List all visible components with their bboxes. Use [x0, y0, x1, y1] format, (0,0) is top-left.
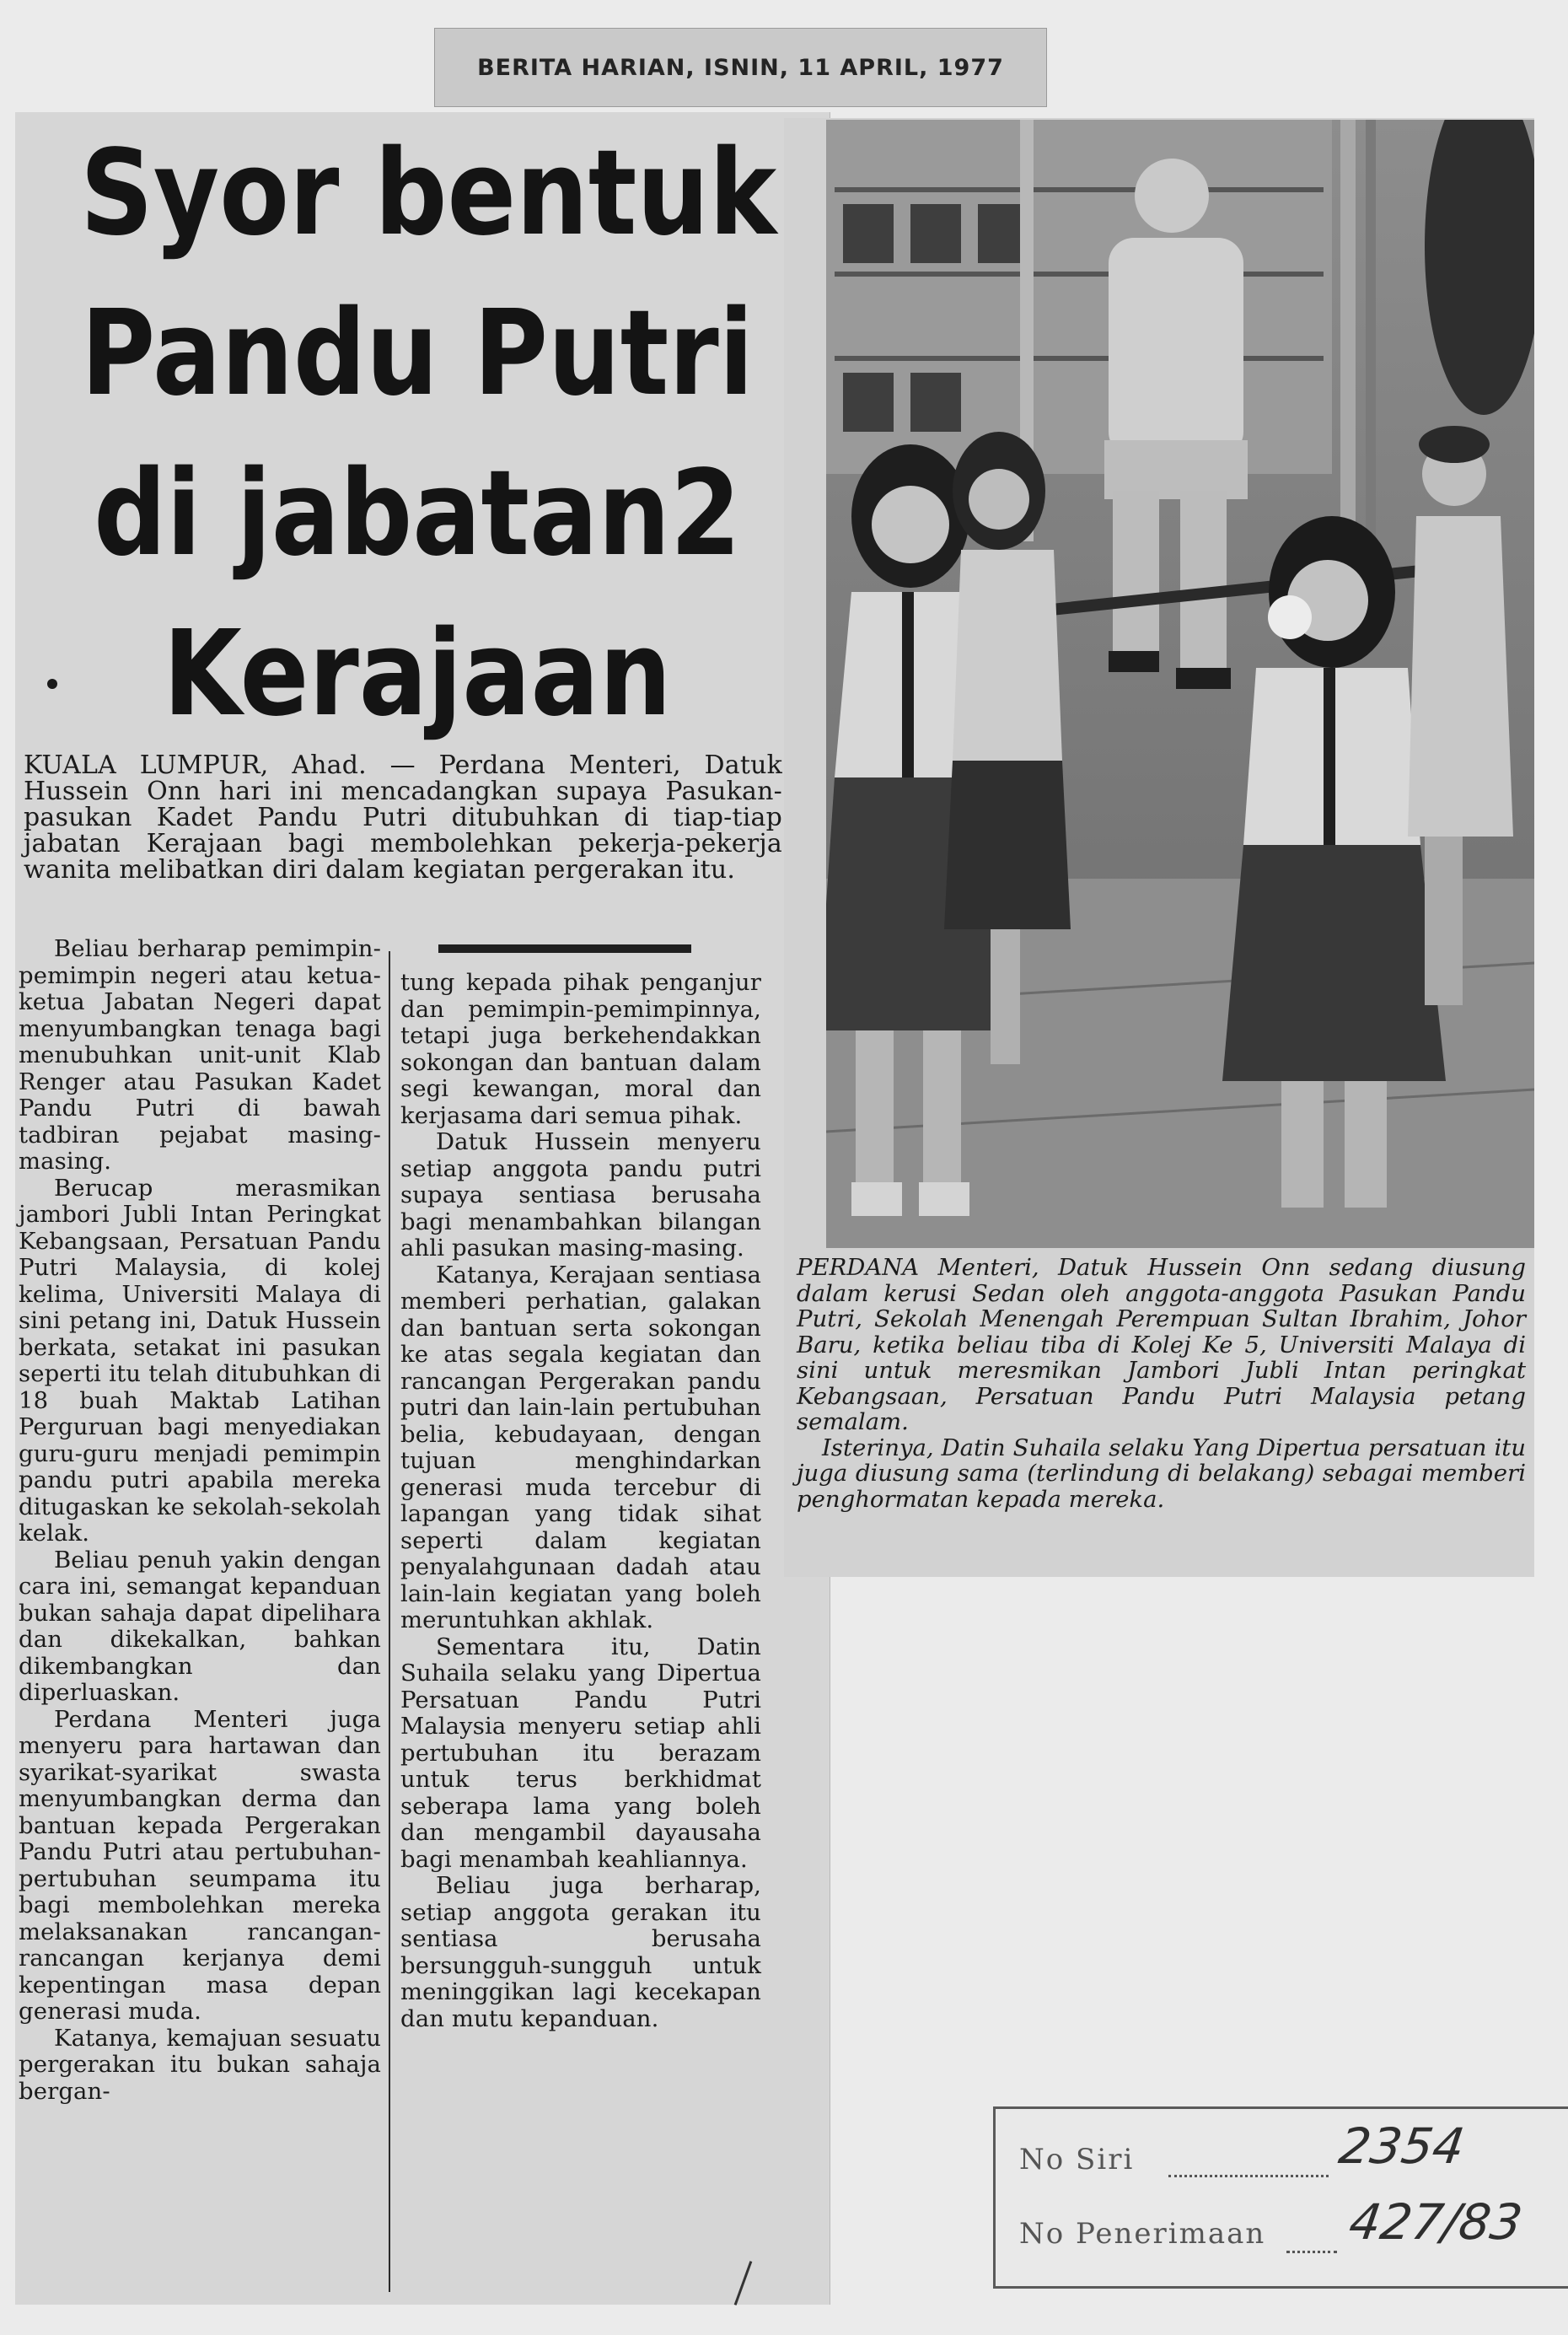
stamp-penerimaan-label: No Penerimaan — [1019, 2217, 1266, 2251]
headline-line-1: Syor bentuk — [80, 125, 777, 262]
column-1-paragraph: Beliau berharap pemimpin-pemimpin negeri atau ketua-ketua Jabatan Negeri dapat menyumbangkan tenaga bagi menubuhkan unit-unit Klab Renger atau Pasukan Kadet Pandu Putri di bawah tadbiran pejabat masing-masing. — [19, 935, 381, 1175]
stamp-siri-value: 2354 — [1335, 2117, 1469, 2175]
archive-stamp — [993, 2106, 1568, 2289]
headline-line-3: di jabatan2 — [94, 445, 741, 583]
photo-caption — [797, 1255, 1526, 1512]
photo-illustration — [826, 120, 1534, 1248]
article-column-1 — [19, 936, 381, 2105]
column-2-paragraph: Datuk Hussein menyeru setiap anggota pandu putri supaya sentiasa berusaha bagi menambahkan bilangan ahli pasukan masing-masing. — [400, 1128, 761, 1262]
headline — [80, 114, 777, 755]
column-divider — [389, 951, 390, 2292]
masthead-text: BERITA HARIAN, ISNIN, 11 APRIL, 1977 — [477, 54, 1004, 81]
column-1-paragraph: Beliau penuh yakin dengan cara ini, semangat kepanduan bukan sahaja dapat dipelihara dan dikekalkan, bahkan dikembangkan dan diperluaskan. — [19, 1546, 381, 1706]
section-rule — [438, 944, 691, 953]
column-1-paragraph: Berucap merasmikan jambori Jubli Intan Peringkat Kebangsaan, Persatuan Pandu Putri Malaysia, di kolej kelima, Universiti Malaya di sini petang ini, Datuk Hussein berkata, setakat ini pasukan seperti itu telah ditubuhkan di 18 buah Maktab Latihan Perguruan bagi menyediakan guru-guru menjadi pemimpin pandu putri apabila mereka ditugaskan ke sekolah-sekolah kelak. — [19, 1174, 381, 1547]
stamp-penerimaan-value: 427/83 — [1345, 2193, 1526, 2251]
caption-paragraph: Isterinya, Datin Suhaila selaku Yang Dipertua persatuan itu juga diusung sama (terlindung di belakang) sebagai memberi penghormatan kepada mereka. — [797, 1434, 1526, 1513]
bullet-dot — [47, 679, 57, 689]
headline-line-2: Pandu Putri — [81, 285, 754, 422]
column-2-paragraph: tung kepada pihak penganjur dan pemimpin-pemimpinnya, tetapi juga berkehendakkan sokongan dan bantuan dalam segi kewangan, moral dan kerjasama dari semua pihak. — [400, 969, 761, 1129]
column-2-paragraph: Beliau juga berharap, setiap anggota gerakan itu sentiasa berusaha bersungguh-sungguh untuk meninggikan lagi kecekapan dan mutu kepanduan. — [400, 1872, 761, 2032]
stamp-siri-label: No Siri — [1019, 2143, 1135, 2176]
stamp-penerimaan-dots — [1286, 2251, 1337, 2253]
column-1-paragraph: Perdana Menteri juga menyeru para hartawan dan syarikat-syarikat swasta menyumbangkan derma dan bantuan kepada Pergerakan Pandu Putri atau pertubuhan-pertubuhan seumpama itu bagi membolehkan mereka melaksanakan rancangan-rancangan kerjanya demi kepentingan masa depan generasi muda. — [19, 1705, 381, 2025]
column-1-paragraph: Katanya, kemajuan sesuatu pergerakan itu bukan sahaja bergan- — [19, 2024, 381, 2105]
lead-paragraph: KUALA LUMPUR, Ahad. — Perdana Menteri, Datuk Hussein Onn hari ini mencadangkan supaya Pasukan-pasukan Kadet Pandu Putri ditubuhkan di tiap-tiap jabatan Kerajaan bagi membolehkan pekerja-pekerja wanita melibatkan diri dalam kegiatan pergerakan itu. — [24, 751, 782, 885]
news-photo — [826, 120, 1534, 1248]
caption-paragraph: PERDANA Menteri, Datuk Hussein Onn sedang diusung dalam kerusi Sedan oleh anggota-anggota Pasukan Pandu Putri, Sekolah Menengah Perempuan Sultan Ibrahim, Johor Baru, ketika beliau tiba di Kolej Ke 5, Universiti Malaya di sini untuk meresmikan Jambori Jubli Intan peringkat Kebangsaan, Persatuan Pandu Putri Malaysia petang semalam. — [797, 1254, 1526, 1435]
stamp-siri-dots — [1168, 2175, 1329, 2177]
headline-line-4: Kerajaan — [163, 605, 672, 743]
article-column-2 — [400, 970, 761, 2032]
masthead — [434, 28, 1047, 107]
column-2-paragraph: Katanya, Kerajaan sentiasa memberi perhatian, galakan dan bantuan serta sokongan ke atas segala kegiatan dan rancangan Pergerakan pandu putri dan lain-lain pertubuhan belia, kebudayaan, dengan tujuan menghindarkan generasi muda tercebur di lapangan yang tidak sihat seperti dalam kegiatan penyalahgunaan dadah atau lain-lain kegiatan yang boleh meruntuhkan akhlak. — [400, 1261, 761, 1633]
column-2-paragraph: Sementara itu, Datin Suhaila selaku yang Dipertua Persatuan Pandu Putri Malaysia menyeru setiap ahli pertubuhan itu berazam untuk terus berkhidmat seberapa lama yang boleh dan mengambil dayausaha bagi menambah keahliannya. — [400, 1633, 761, 1873]
